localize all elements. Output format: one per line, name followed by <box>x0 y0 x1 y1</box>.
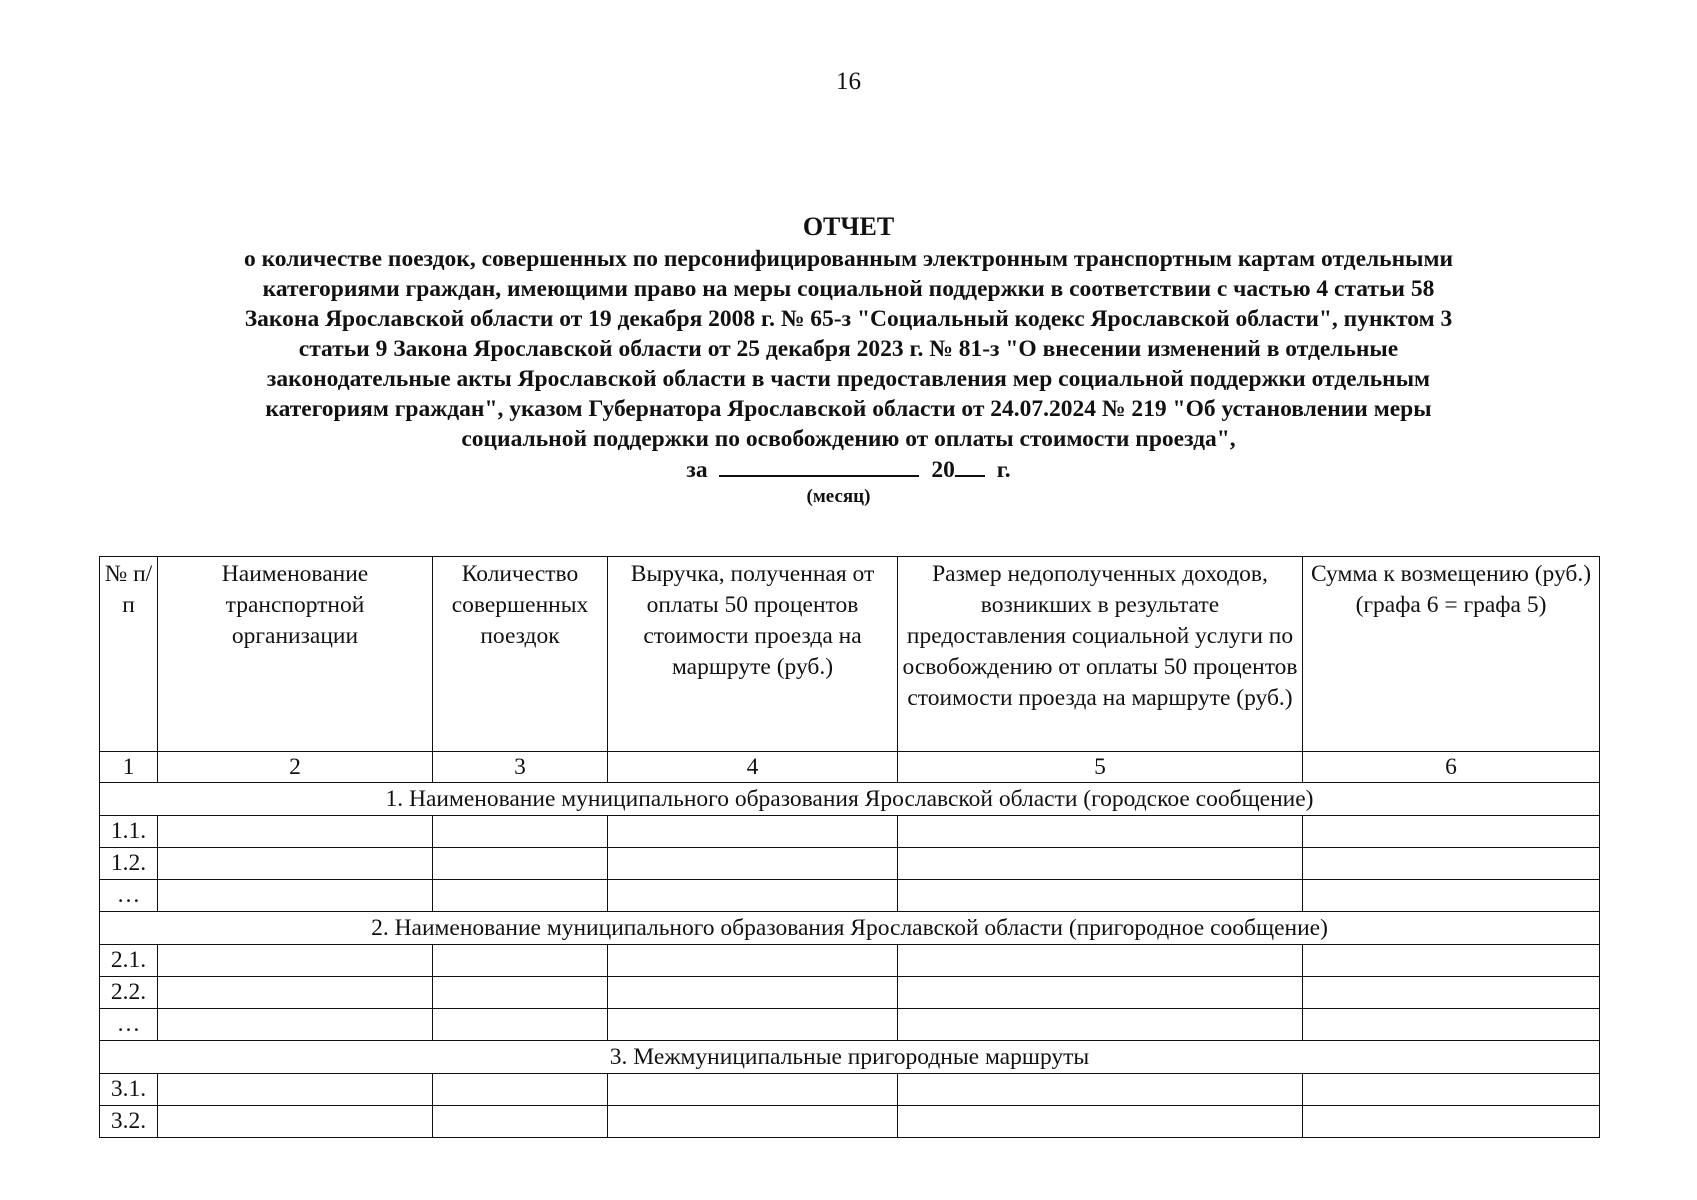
column-number: 4 <box>608 752 898 783</box>
row-number: … <box>100 1009 158 1041</box>
empty-cell[interactable] <box>1303 1074 1600 1106</box>
subtitle-line: категориями граждан, имеющими право на меры социальной поддержки в соответствии с частью 4 статьи 58 <box>262 276 1435 302</box>
table-row <box>100 848 1600 880</box>
row-number: 1.2. <box>100 848 158 880</box>
column-number: 2 <box>158 752 433 783</box>
empty-cell[interactable] <box>1303 1009 1600 1041</box>
column-number-row <box>100 752 1600 783</box>
empty-cell[interactable] <box>898 848 1303 880</box>
empty-cell[interactable] <box>898 1074 1303 1106</box>
column-number: 6 <box>1303 752 1600 783</box>
empty-cell[interactable] <box>433 1106 608 1138</box>
period-year: 20 <box>931 457 955 483</box>
table-row <box>100 880 1600 912</box>
table-header-row <box>100 557 1600 752</box>
empty-cell[interactable] <box>1303 1106 1600 1138</box>
empty-cell[interactable] <box>608 1074 898 1106</box>
report-title: ОТЧЕТ <box>802 212 895 241</box>
column-number: 3 <box>433 752 608 783</box>
empty-cell[interactable] <box>433 977 608 1009</box>
table-row <box>100 977 1600 1009</box>
subtitle-line: категориям граждан", указом Губернатора Ярославской области от 24.07.2024 № 219 "Об установлении меры <box>265 396 1432 422</box>
report-subtitle <box>90 244 1607 454</box>
column-header: Наименование транспортной организации <box>158 557 433 752</box>
table-row <box>100 816 1600 848</box>
empty-cell[interactable] <box>1303 880 1600 912</box>
column-header: Сумма к возмещению (руб.) (графа 6 = графа 5) <box>1303 557 1600 752</box>
empty-cell[interactable] <box>158 1009 433 1041</box>
empty-cell[interactable] <box>608 1106 898 1138</box>
empty-cell[interactable] <box>158 1074 433 1106</box>
section-title: 3. Межмуниципальные пригородные маршруты <box>100 1041 1600 1074</box>
column-header: Размер недополученных доходов, возникших в результате предоставления социальной услуги по освобождению от оплаты 50 процентов стоимости проезда на маршруте (руб.) <box>898 557 1303 752</box>
empty-cell[interactable] <box>898 945 1303 977</box>
empty-cell[interactable] <box>433 945 608 977</box>
period-suffix: г. <box>996 457 1011 483</box>
subtitle-line: статьи 9 Закона Ярославской области от 25 декабря 2023 г. № 81-з "О внесении изменений в отдельные <box>298 336 1399 362</box>
empty-cell[interactable] <box>158 880 433 912</box>
empty-cell[interactable] <box>1303 816 1600 848</box>
table-row <box>100 1074 1600 1106</box>
empty-cell[interactable] <box>1303 977 1600 1009</box>
empty-cell[interactable] <box>898 1009 1303 1041</box>
empty-cell[interactable] <box>158 1106 433 1138</box>
column-number: 1 <box>100 752 158 783</box>
row-number: 3.1. <box>100 1074 158 1106</box>
empty-cell[interactable] <box>158 816 433 848</box>
empty-cell[interactable] <box>1303 945 1600 977</box>
table-body <box>100 557 1600 1138</box>
column-header: Выручка, полученная от оплаты 50 процентов стоимости проезда на маршруте (руб.) <box>608 557 898 752</box>
section-title: 1. Наименование муниципального образования Ярославской области (городское сообщение) <box>100 783 1600 816</box>
month-blank <box>719 457 919 477</box>
section-row <box>100 912 1600 945</box>
empty-cell[interactable] <box>608 848 898 880</box>
empty-cell[interactable] <box>433 1074 608 1106</box>
month-caption: (месяц) <box>806 486 871 507</box>
row-number: … <box>100 880 158 912</box>
empty-cell[interactable] <box>608 977 898 1009</box>
year-blank <box>955 457 985 477</box>
empty-cell[interactable] <box>898 816 1303 848</box>
empty-cell[interactable] <box>608 1009 898 1041</box>
table-row <box>100 1009 1600 1041</box>
report-table <box>99 556 1600 1138</box>
column-header: № п/п <box>100 557 158 752</box>
empty-cell[interactable] <box>898 880 1303 912</box>
empty-cell[interactable] <box>433 816 608 848</box>
empty-cell[interactable] <box>158 848 433 880</box>
row-number: 2.1. <box>100 945 158 977</box>
column-number: 5 <box>898 752 1303 783</box>
empty-cell[interactable] <box>898 977 1303 1009</box>
row-number: 3.2. <box>100 1106 158 1138</box>
subtitle-line: Закона Ярославской области от 19 декабря 2008 г. № 65-з "Социальный кодекс Ярославской области", пунктом 3 <box>244 306 1453 332</box>
empty-cell[interactable] <box>608 945 898 977</box>
subtitle-line: законодательные акты Ярославской области в части предоставления мер социальной поддержки отдельным <box>266 366 1431 392</box>
empty-cell[interactable] <box>898 1106 1303 1138</box>
empty-cell[interactable] <box>158 945 433 977</box>
period-line <box>90 454 1607 486</box>
section-row <box>100 1041 1600 1074</box>
row-number: 1.1. <box>100 816 158 848</box>
empty-cell[interactable] <box>1303 848 1600 880</box>
page-number: 16 <box>836 68 861 95</box>
section-title: 2. Наименование муниципального образования Ярославской области (пригородное сообщение) <box>100 912 1600 945</box>
period-prefix: за <box>686 457 708 483</box>
row-number: 2.2. <box>100 977 158 1009</box>
table-row <box>100 1106 1600 1138</box>
report-header <box>90 210 1607 508</box>
subtitle-line: социальной поддержки по освобождению от оплаты стоимости проезда", <box>461 426 1236 452</box>
empty-cell[interactable] <box>158 977 433 1009</box>
empty-cell[interactable] <box>433 1009 608 1041</box>
empty-cell[interactable] <box>433 848 608 880</box>
subtitle-line: о количестве поездок, совершенных по персонифицированным электронным транспортным картам отдельными <box>243 246 1454 272</box>
table-row <box>100 945 1600 977</box>
column-header: Количество совершенных поездок <box>433 557 608 752</box>
empty-cell[interactable] <box>608 816 898 848</box>
empty-cell[interactable] <box>608 880 898 912</box>
empty-cell[interactable] <box>433 880 608 912</box>
section-row <box>100 783 1600 816</box>
